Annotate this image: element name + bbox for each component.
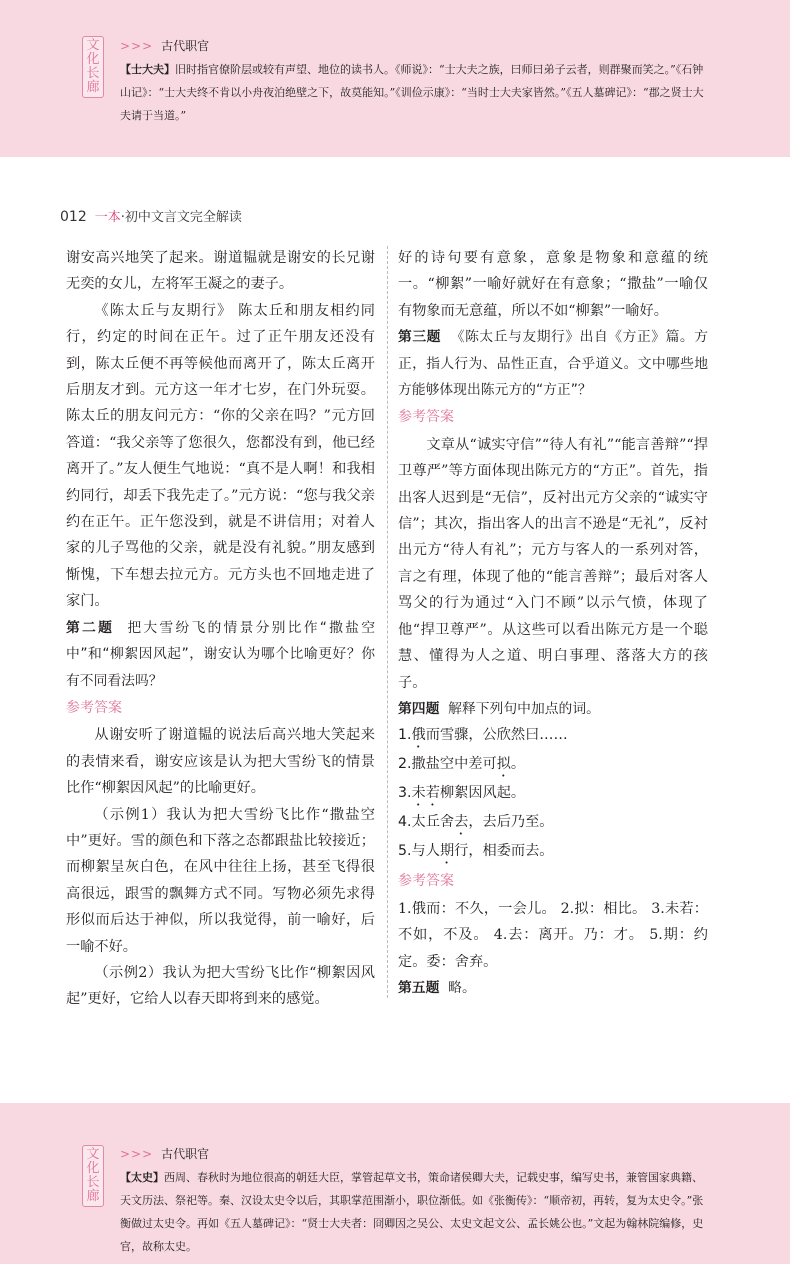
list-item: 4.太丘舍去，去后乃至。 [398,814,554,831]
series-title: ·初中文言文完全解读 [120,210,242,225]
paragraph: 文章从“诚实守信”“待人有礼”“能言善辩”“捍卫尊严”等方面体现出陈元方的“方正”。首先，指出客人迟到是“无信”，反衬出元方父亲的“诚实守信”；其次，指出客人的出言不逊是“无礼”，反衬出元方“待人有礼”；元方与客人的一系列对答，言之有理，体现了他的“能言善辩”；最后对客人骂父的行为通过“入门不顾”以示气愤，体现了他“捍卫尊严”。从这些可以看出陈元方是一个聪慧、懂得为人之道、明白事理、落落大方的孩子。 [398,436,708,691]
culture-corridor-title: >>> 古代职官 [120,1147,210,1161]
column-divider [387,246,388,998]
culture-corridor-text: 【士大夫】旧时指官僚阶层或较有声望、地位的读书人。《师说》：“士大夫之族，曰师曰弟子云者，则群聚而笑之。”《石钟山记》：“士大夫终不肯以小舟夜泊绝壁之下，故莫能知。”《训俭示康》：“当时士大夫家皆然。”《五人墓碑记》：“郡之贤士大夫请于当道。” [120,63,704,122]
dotted-word: 俄 [411,727,426,744]
page-header [60,206,242,225]
paragraph: 《陈太丘与友期行》 陈太丘和朋友相约同行，约定的时间在正午。过了正午朋友还没有到，陈太丘便不再等候他而离开了，陈太丘离开后朋友才到。元方这一年才七岁，在门外玩耍。陈太丘的朋友问元方：“你的父亲在吗？”元方回答道：“我父亲等了您很久，您都没有到，他已经离开了。”友人便生气地说：“真不是人啊！和我相约同行，却丢下我先走了。”元方说：“您与我父亲约在正午。正午您没到，就是不讲信用；对着人家的儿子骂他的父亲，就是没有礼貌。”朋友感到惭愧，下车想去拉元方。元方头也不回地走进了家门。 [66,302,375,610]
arrows-icon: >>> [120,39,154,53]
left-column [66,245,375,1013]
list-item: 1.俄而雪骤，公欣然曰…… [398,727,568,744]
culture-corridor-title: >>> 古代职官 [120,39,210,53]
page-number: 012 [60,209,87,225]
culture-corridor-label: 文 化 长 廊 [82,36,104,98]
dotted-word: 拟 [496,756,511,773]
paragraph: 1.俄而：不久，一会儿。 2.拟：相比。 3.未若：不如，不及。 4.去：离开。乃：才。 5.期：约定。委：舍弃。 [398,900,708,970]
dotted-word: 去 [454,814,469,831]
answer-label: 参考答案 [66,699,122,716]
question-4-items [398,722,708,867]
right-column [398,245,708,1001]
paragraph: （示例1）我认为把大雪纷飞比作“撒盐空中”更好。雪的颜色和下落之态都跟盐比较接近；而柳絮呈灰白色，在风中往往上扬，甚至飞得很高很远，跟雪的飘舞方式不同。写物必须先求得形似而后达于神似，所以我觉得，前一喻好，后一喻不好。 [66,806,375,955]
question-5: 第五题 略。 [398,979,476,996]
question-3: 第三题 《陈太丘与友期行》出自《方正》篇。方正，指人行为、品性正直，合乎道义。文中哪些地方能够体现出陈元方的“方正”？ [398,329,709,399]
list-item: 5.与人期行，相委而去。 [398,843,554,860]
brand: 一本 [94,210,121,225]
paragraph: 从谢安听了谢道韫的说法后高兴地大笑起来的表情来看，谢安应该是认为把大雪纷飞的情景比作“柳絮因风起”的比喻更好。 [66,727,375,797]
paragraph: 谢安高兴地笑了起来。谢道韫就是谢安的长兄谢无奕的女儿，左将军王凝之的妻子。 [66,250,375,293]
question-2: 第二题 把大雪纷飞的情景分别比作“撒盐空中”和“柳絮因风起”，谢安认为哪个比喻更好？你有不同看法吗？ [66,619,375,689]
question-4: 第四题 解释下列句中加点的词。 [398,700,600,717]
culture-corridor-bottom [0,1103,790,1264]
culture-corridor-text: 【太史】西周、春秋时为地位很高的朝廷大臣，掌管起草文书，策命诸侯卿大夫，记载史事，编写史书，兼管国家典籍、天文历法、祭祀等。秦、汉设太史令以后，其职掌范围渐小，职位渐低。如《张衡传》：“顺帝初，再转，复为太史令。”张衡做过太史令。再如《五人墓碑记》：“贤士大夫者：冏卿因之吴公、太史文起文公、孟长姚公也。”文起为翰林院编修，史官，故称太史。 [120,1171,704,1253]
paragraph: （示例2）我认为把大雪纷飞比作“柳絮因风起”更好，它给人以春天即将到来的感觉。 [66,964,375,1008]
dotted-word: 期 [439,843,455,860]
dotted-word: 未若 [411,785,440,802]
culture-corridor-top [0,0,790,157]
list-item: 3.未若柳絮因风起。 [398,785,526,802]
paragraph: 好的诗句要有意象，意象是物象和意蕴的统一。“柳絮”一喻好就好在有意象；“撒盐”一喻仅有物象而无意蕴，所以不如“柳絮”一喻好。 [398,250,708,319]
list-item: 2.撒盐空中差可拟。 [398,756,526,773]
answer-label: 参考答案 [398,409,454,426]
culture-corridor-label: 文 化 长 廊 [82,1145,104,1207]
arrows-icon: >>> [120,1147,154,1161]
answer-label: 参考答案 [398,873,454,890]
